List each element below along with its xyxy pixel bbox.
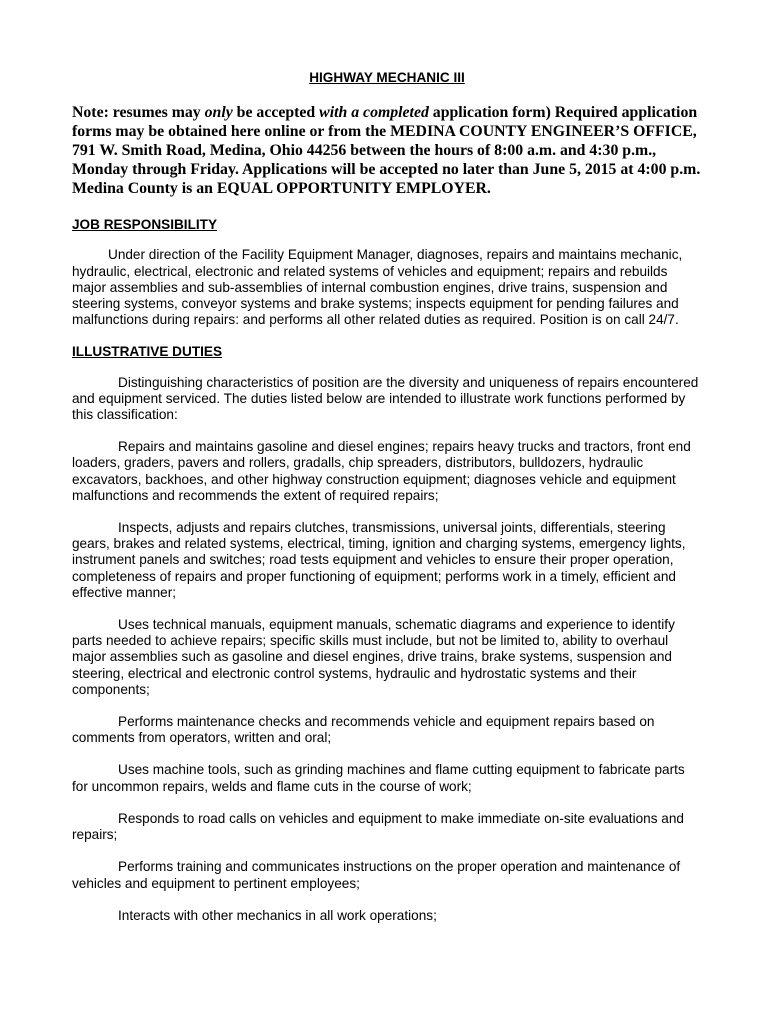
document-page [72,70,702,940]
duty-paragraph: Distinguishing characteristics of position are the diversity and uniqueness of repairs encountered and equipment serviced. The duties listed below are intended to illustrate work functions performed by this classification: [72,374,699,423]
note-text-3: application form) Required application forms may be obtained here online or from the MEDINA COUNTY ENGINEER’S OFFICE, 791 W. Smith Road, Medina, Ohio 44256 between the hours of 8:00 a.m. and 4:30 p.m., Monday through Friday. Applications will be accepted no later than June 5, 2015 at 4:00 p.m. Medina County is an EQUAL OPPORTUNITY EMPLOYER. [72,104,701,198]
job-responsibility-paragraph: Under direction of the Facility Equipment Manager, diagnoses, repairs and maintains mechanic, hydraulic, electrical, electronic and related systems of vehicles and equipment; repairs and rebuilds major assemblies and sub-assemblies of internal combustion engines, drive trains, suspension and steering systems, conveyor systems and brake systems; inspects equipment for pending failures and malfunctions during repairs: and performs all other related duties as required. Position is on call 24/7. [72,247,683,328]
note-text-2: be accepted [232,104,320,122]
duty-paragraph: Performs training and communicates instructions on the proper operation and maintenance of vehicles and equipment to pertinent employees; [72,859,681,891]
duty-paragraph: Uses technical manuals, equipment manuals, schematic diagrams and experience to identify parts needed to achieve repairs; specific skills must include, but not be limited to, ability to overhaul major assemblies such as gasoline and diesel engines, drive trains, brake systems, suspension and steering, electrical and electronic control systems, hydraulic and hydrostatic systems and their components; [72,617,675,697]
page-title: HIGHWAY MECHANIC III [309,70,465,85]
note-emphasis-only: only [204,104,233,122]
job-responsibility-heading: JOB RESPONSIBILITY [72,217,218,233]
duty-paragraph: Inspects, adjusts and repairs clutches, transmissions, universal joints, differentials, steering gears, brakes and related systems, electrical, timing, ignition and charging systems, emergency lights, instrument panels and switches; road tests equipment and vehicles to ensure their proper operation, completeness of repairs and proper functioning of equipment; performs work in a timely, efficient and effective manner; [72,520,686,600]
duty-paragraph: Interacts with other mechanics in all work operations; [118,907,437,923]
duty-paragraph: Responds to road calls on vehicles and equipment to make immediate on-site evaluations and repairs; [72,810,684,843]
illustrative-duties-heading: ILLUSTRATIVE DUTIES [72,344,223,360]
duty-paragraph: Uses machine tools, such as grinding machines and flame cutting equipment to fabricate parts for uncommon repairs, welds and flame cuts in the course of work; [72,762,685,794]
duty-paragraph: Performs maintenance checks and recommends vehicle and equipment repairs based on comments from operators, written and oral; [72,714,655,746]
note-text-1: Note: resumes may [72,104,205,122]
duty-paragraph: Repairs and maintains gasoline and diesel engines; repairs heavy trucks and tractors, front end loaders, graders, pavers and rollers, gradalls, chip spreaders, distributors, bulldozers, hydraulic excavators, backhoes, and other highway construction equipment; diagnoses vehicle and equipment malfunctions and recommends the extent of required repairs; [72,439,691,503]
application-note [72,103,702,198]
note-emphasis-completed: with a completed [319,104,429,122]
